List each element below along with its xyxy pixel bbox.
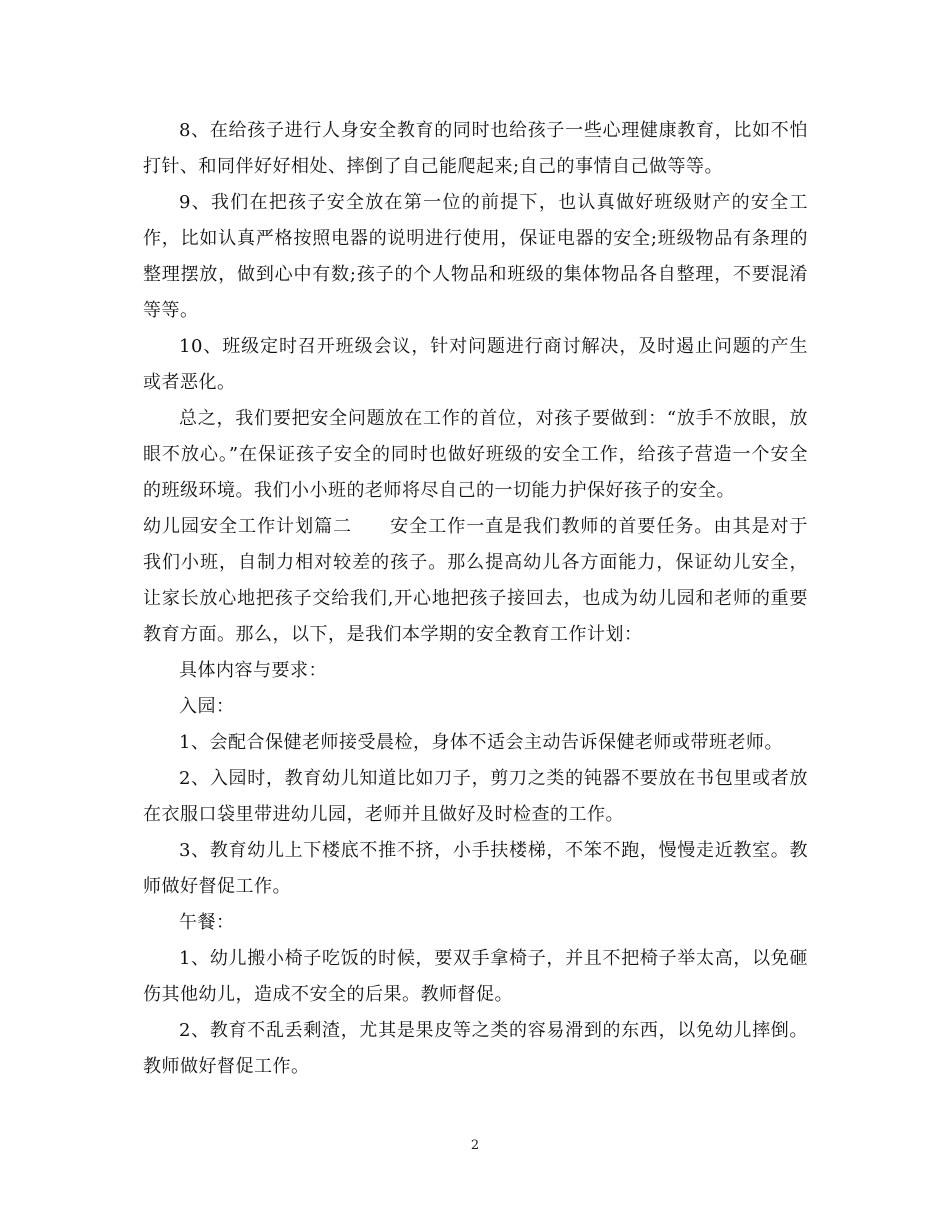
paragraph: 1、幼儿搬小椅子吃饭的时候，要双手拿椅子，并且不把椅子举太高，以免砸伤其他幼儿，造成不安全的后果。教师督促。 xyxy=(143,948,808,1005)
paragraph: 2、入园时，教育幼儿知道比如刀子，剪刀之类的钝器不要放在书包里或者放在衣服口袋里带进幼儿园，老师并且做好及时检查的工作。 xyxy=(143,768,808,825)
page-number: 2 xyxy=(470,1138,480,1153)
paragraph: 2、教育不乱丢剩渣，尤其是果皮等之类的容易滑到的东西，以免幼儿摔倒。教师做好督促工作。 xyxy=(143,1020,808,1077)
paragraph: 3、教育幼儿上下楼底不推不挤，小手扶楼梯，不笨不跑，慢慢走近教室。教师做好督促工作。 xyxy=(143,840,808,897)
paragraph: 10、班级定时召开班级会议，针对问题进行商讨解决，及时遏止问题的产生或者恶化。 xyxy=(143,336,808,393)
paragraph: 8、在给孩子进行人身安全教育的同时也给孩子一些心理健康教育，比如不怕打针、和同伴好好相处、摔倒了自己能爬起来;自己的事情自己做等等。 xyxy=(143,120,808,177)
paragraph: 1、会配合保健老师接受晨检，身体不适会主动告诉保健老师或带班老师。 xyxy=(179,732,783,753)
paragraph: 总之，我们要把安全问题放在工作的首位，对孩子要做到：“放手不放眼，放眼不放心。”在保证孩子安全的同时也做好班级的安全工作，给孩子营造一个安全的班级环境。我们小小班的老师将尽自己的一切能力护保好孩子的安全。 xyxy=(143,408,808,501)
paragraph: 午餐： xyxy=(179,912,235,933)
paragraph: 9、我们在把孩子安全放在第一位的前提下，也认真做好班级财产的安全工作，比如认真严格按照电器的说明进行使用，保证电器的安全;班级物品有条理的整理摆放，做到心中有数;孩子的个人物品和班级的集体物品各自整理，不要混淆等等。 xyxy=(143,192,808,321)
paragraph: 入园： xyxy=(179,696,235,717)
paragraph: 具体内容与要求： xyxy=(179,660,327,681)
section-heading-paragraph: 幼儿园安全工作计划篇二 安全工作一直是我们教师的首要任务。由其是对于我们小班，自制力相对较差的孩子。那么提高幼儿各方面能力，保证幼儿安全，让家长放心地把孩子交给我们,开心地把孩子接回去，也成为幼儿园和老师的重要教育方面。那么，以下，是我们本学期的安全教育工作计划： xyxy=(143,516,808,645)
document-body xyxy=(143,113,808,1085)
